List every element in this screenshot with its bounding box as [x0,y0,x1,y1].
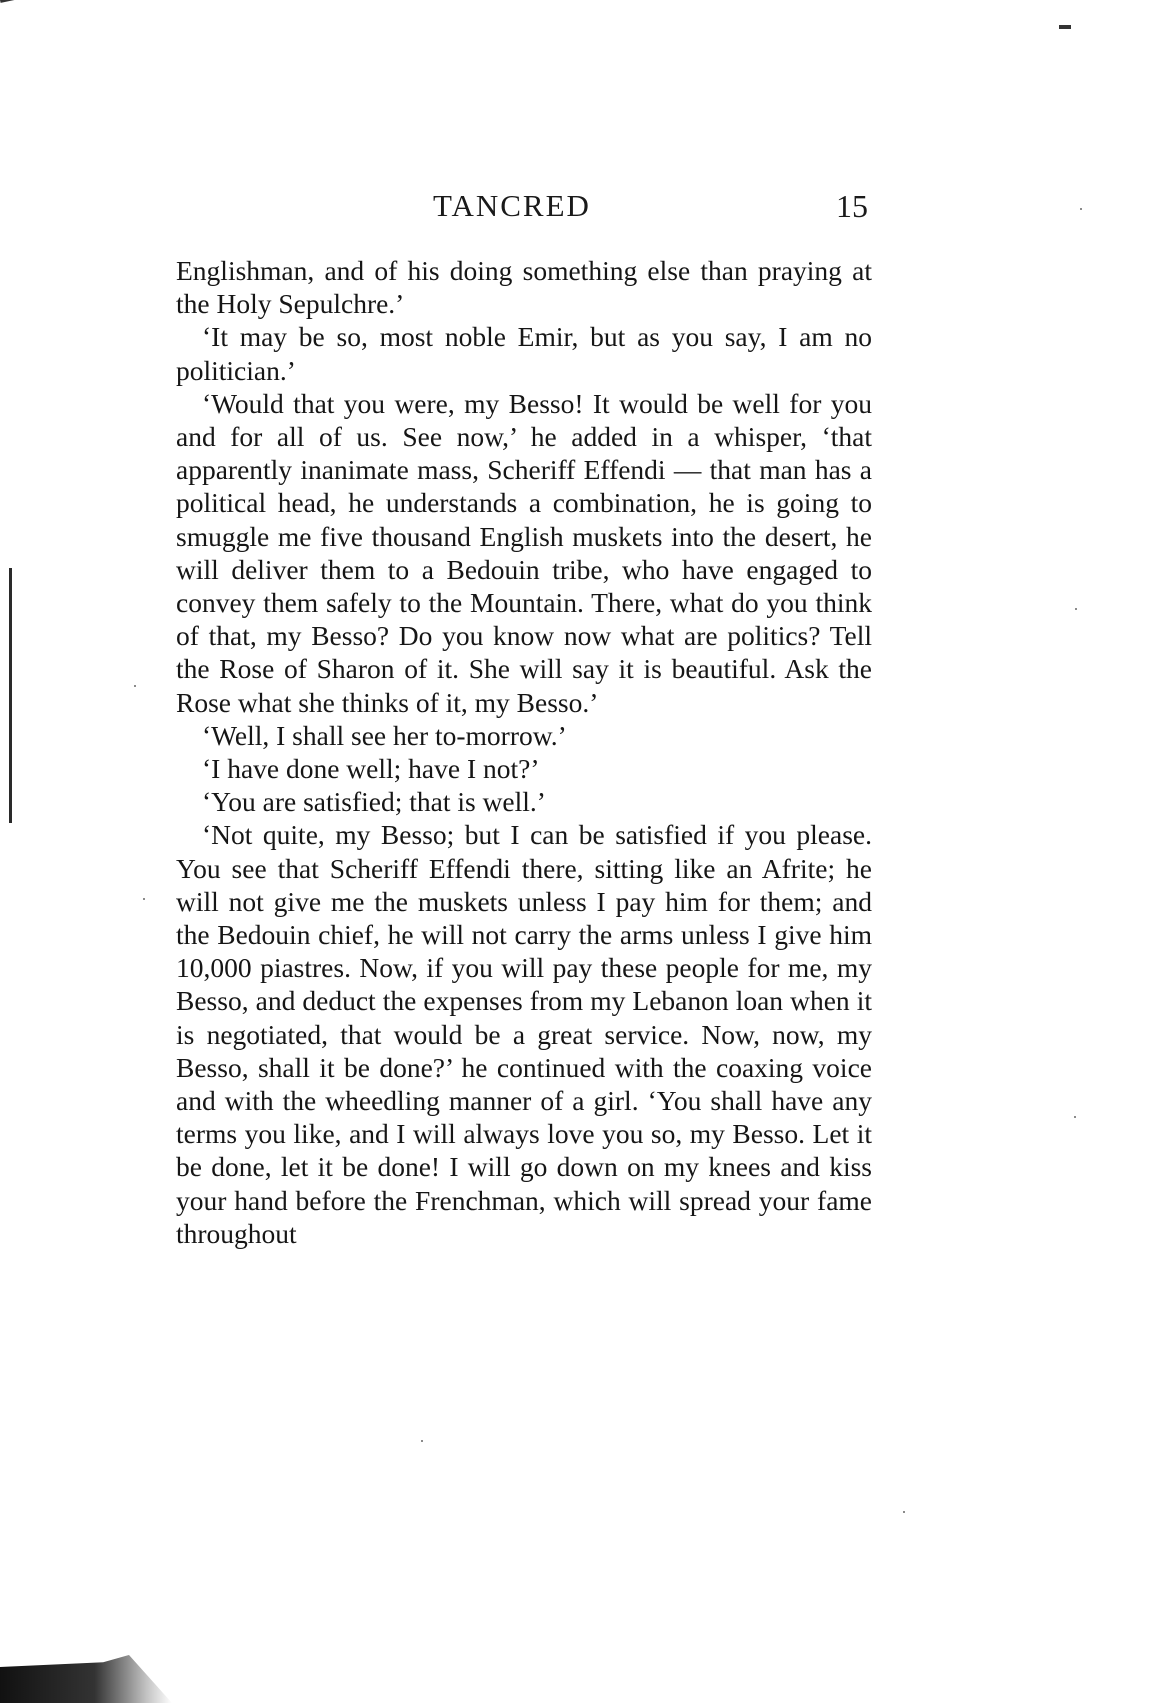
scan-mark-top-left [0,0,18,3]
paragraph: ‘You are satisfied; that is well.’ [202,786,546,818]
paragraph: ‘I have done well; have I not?’ [202,753,540,785]
running-title: TANCRED [433,188,591,223]
scan-smudge-bottom-left [0,1655,172,1703]
scan-speck [143,898,145,900]
paragraph: ‘It may be so, most noble Emir, but as you say, I am no politician.’ [176,321,872,386]
running-header [0,188,1166,228]
scan-mark-top-right [1059,25,1071,29]
scan-margin-bar [9,568,12,823]
page-number: 15 [836,188,868,224]
scan-speck [1074,1116,1076,1118]
scan-speck [1075,608,1077,610]
paragraph: ‘Well, I shall see her to-morrow.’ [202,719,567,751]
scan-speck [421,1440,423,1442]
paragraph: ‘Would that you were, my Besso! It would be well for you and for all of us. See now,’ he added in a whisper, ‘that apparently inanimate mass, Scheriff Effendi — that man has a political head, he understands a combination, he is going to smuggle me five thousand English muskets into the desert, he will deliver them to a Bedouin tribe, who have engaged to convey them safely to the Mountain. There, what do you think of that, my Besso? Do you know now what are politics? Tell the Rose of Sharon of it. She will say it is beautiful. Ask the Rose what she thinks of it, my Besso.’ [176,387,872,718]
paragraph-continuation: Englishman, and of his doing something else than praying at the Holy Sepulchre.’ [176,255,872,320]
scan-speck [134,685,136,687]
scan-speck [903,1511,905,1513]
paragraph: ‘Not quite, my Besso; but I can be satisfied if you please. You see that Scheriff Effendi there, sitting like an Afrite; he will not give me the muskets unless I pay him for them; and the Bedouin chief, he will not carry the arms unless I give him 10,000 piastres. Now, if you will pay these people for me, my Besso, and deduct the expenses from my Lebanon loan when it is negotiated, that would be a great service. Now, now, my Besso, shall it be done?’ he continued with the coaxing voice and with the wheedling manner of a girl. ‘You shall have any terms you like, and I will always love you so, my Besso. Let it be done, let it be done! I will go down on my knees and kiss your hand before the Frenchman, which will spread your fame throughout [176,819,872,1249]
body-text [176,254,872,1250]
